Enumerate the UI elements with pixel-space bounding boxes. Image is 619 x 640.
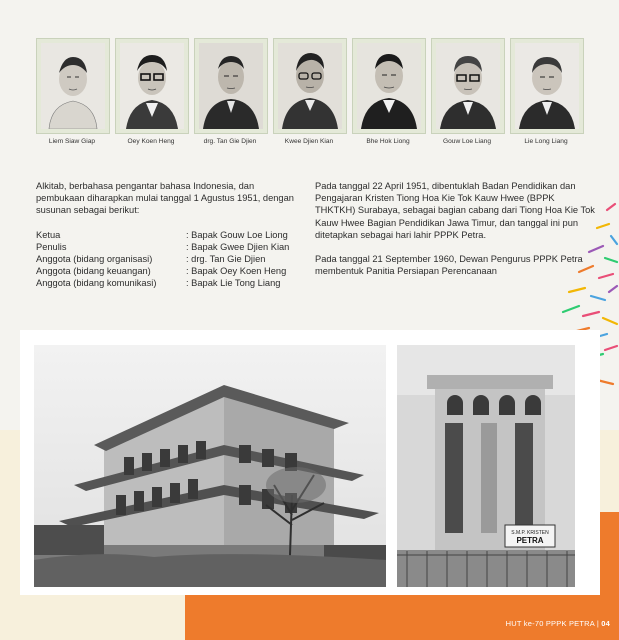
portrait-photo — [199, 43, 263, 129]
role-row — [36, 277, 296, 289]
history-paragraph-1951: Pada tanggal 22 April 1951, dibentuklah Badan Pendidikan dan Pengajaran Kristen Tiong Hoa Kie Tok Kauw Hwee (BPPK THKTKH) Surabaya, sebagai bagian cabang dari Tiong Hoa Kie Tok Kauw Hwee Bagian Pendidikan Jawa Timur, dan tanggal ini pun ditetapkan sebagai hari lahir PPPK Petra. — [315, 181, 595, 240]
role-row — [36, 229, 296, 241]
portrait-gouw-loe-liang — [431, 38, 503, 145]
portrait-photo — [357, 43, 421, 129]
portrait-caption: Liem Siaw Giap — [48, 138, 96, 145]
role-person: : Bapak Gouw Loe Liong — [186, 229, 288, 240]
portrait-frame — [194, 38, 268, 134]
portrait-photo — [278, 43, 342, 129]
portrait-caption: Bhe Hok Liong — [366, 138, 410, 145]
facade-photo-illustration — [397, 345, 575, 587]
portrait-frame — [352, 38, 426, 134]
portrait-frame — [273, 38, 347, 134]
portrait-kwee-djien-kian — [273, 38, 345, 145]
portrait-oey-koen-heng — [115, 38, 187, 145]
portrait-frame — [36, 38, 110, 134]
portrait-bhe-hok-liong — [352, 38, 424, 145]
role-title: Ketua — [36, 229, 61, 240]
page-number: 04 — [601, 619, 610, 628]
role-person: : Bapak Oey Koen Heng — [186, 266, 287, 277]
orange-footer-band — [185, 588, 619, 640]
history-paragraph-1960: Pada tanggal 21 September 1960, Dewan Pengurus PPPK Petra membentuk Panitia Persiapan Perencanaan — [315, 254, 583, 277]
portrait-caption: Oey Koen Heng — [127, 138, 175, 145]
portrait-photo — [515, 43, 579, 129]
role-row — [36, 265, 296, 277]
page-footer — [506, 619, 610, 628]
portrait-caption: Kwee Djien Kian — [284, 138, 334, 145]
role-row — [36, 253, 296, 265]
portrait-caption: drg. Tan Gie Djien — [203, 138, 257, 145]
portrait-caption: Lie Long Liang — [524, 138, 568, 145]
portrait-photo — [120, 43, 184, 129]
role-title: Anggota (bidang komunikasi) — [36, 278, 157, 289]
school-building-photo — [34, 345, 386, 587]
school-facade-photo — [397, 345, 575, 587]
role-title: Anggota (bidang organisasi) — [36, 254, 153, 265]
portrait-frame — [115, 38, 189, 134]
portrait-caption: Gouw Loe Liang — [442, 138, 492, 145]
facade-sign-line2: PETRA — [516, 536, 544, 545]
right-text-column — [315, 180, 595, 277]
portrait-frame — [510, 38, 584, 134]
portrait-frame — [431, 38, 505, 134]
portrait-liem-siaw-giap — [36, 38, 108, 145]
portrait-lie-long-liang — [510, 38, 582, 145]
footer-title: HUT ke-70 PPPK PETRA | — [505, 619, 602, 628]
building-photo-illustration — [34, 345, 386, 587]
role-title: Anggota (bidang keuangan) — [36, 266, 151, 277]
left-text-column — [36, 180, 296, 290]
portrait-photo — [41, 43, 105, 129]
portrait-photo — [436, 43, 500, 129]
facade-sign-line1: S.M.P. KRISTEN — [511, 530, 549, 536]
role-person: : drg. Tan Gie Djien — [186, 254, 266, 265]
role-row — [36, 241, 296, 253]
role-title: Penulis — [36, 241, 67, 252]
intro-paragraph: Alkitab, berbahasa pengantar bahasa Indonesia, dan pembukaan diharapkan mulai tanggal 1 Agustus 1951, dengan susunan sebagai berikut: — [36, 181, 294, 216]
founders-portrait-row — [36, 38, 581, 152]
portrait-tan-gie-djien — [194, 38, 266, 145]
committee-roles-list — [36, 229, 296, 290]
role-person: : Bapak Lie Tong Liang — [186, 278, 281, 289]
role-person: : Bapak Gwee Djien Kian — [186, 241, 290, 252]
